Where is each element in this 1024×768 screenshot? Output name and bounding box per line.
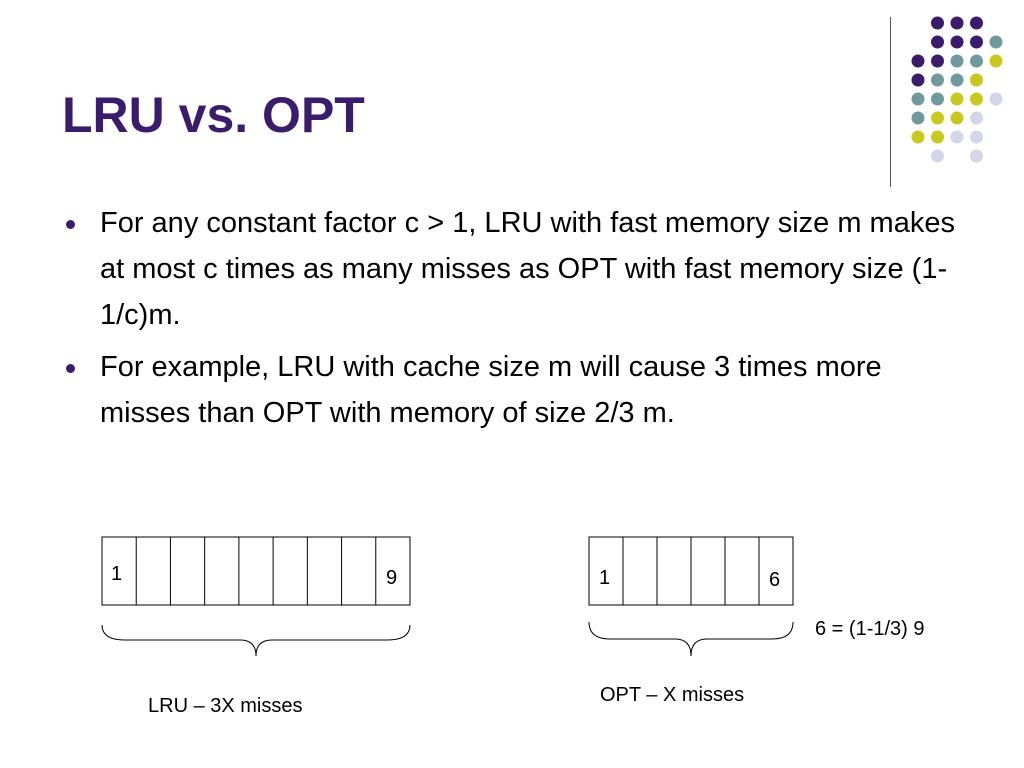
lru-first-cell-label: 1 [111, 563, 123, 585]
opt-last-cell-label: 6 [769, 569, 781, 591]
lru-last-cell-label: 9 [386, 567, 398, 589]
opt-brace [589, 622, 793, 656]
lru-cache-frame [102, 537, 410, 605]
lru-brace [102, 625, 410, 656]
lru-caption: LRU – 3X misses [148, 695, 303, 717]
equation-label: 6 = (1-1/3) 9 [815, 618, 925, 640]
lru-cache-row [102, 537, 410, 656]
bullet-text: For any constant factor c > 1, LRU with fast memory size m makes at most c times as many misses as OPT with fast memory size (1-1/c)m. [100, 207, 955, 331]
bullet-text: For example, LRU with cache size m will cause 3 times more misses than OPT with memory of size 2/3 m. [100, 351, 882, 429]
opt-caption: OPT – X misses [600, 684, 745, 706]
opt-cache-row [589, 537, 793, 656]
slide-title: LRU vs. OPT [62, 87, 365, 143]
opt-first-cell-label: 1 [599, 567, 611, 589]
